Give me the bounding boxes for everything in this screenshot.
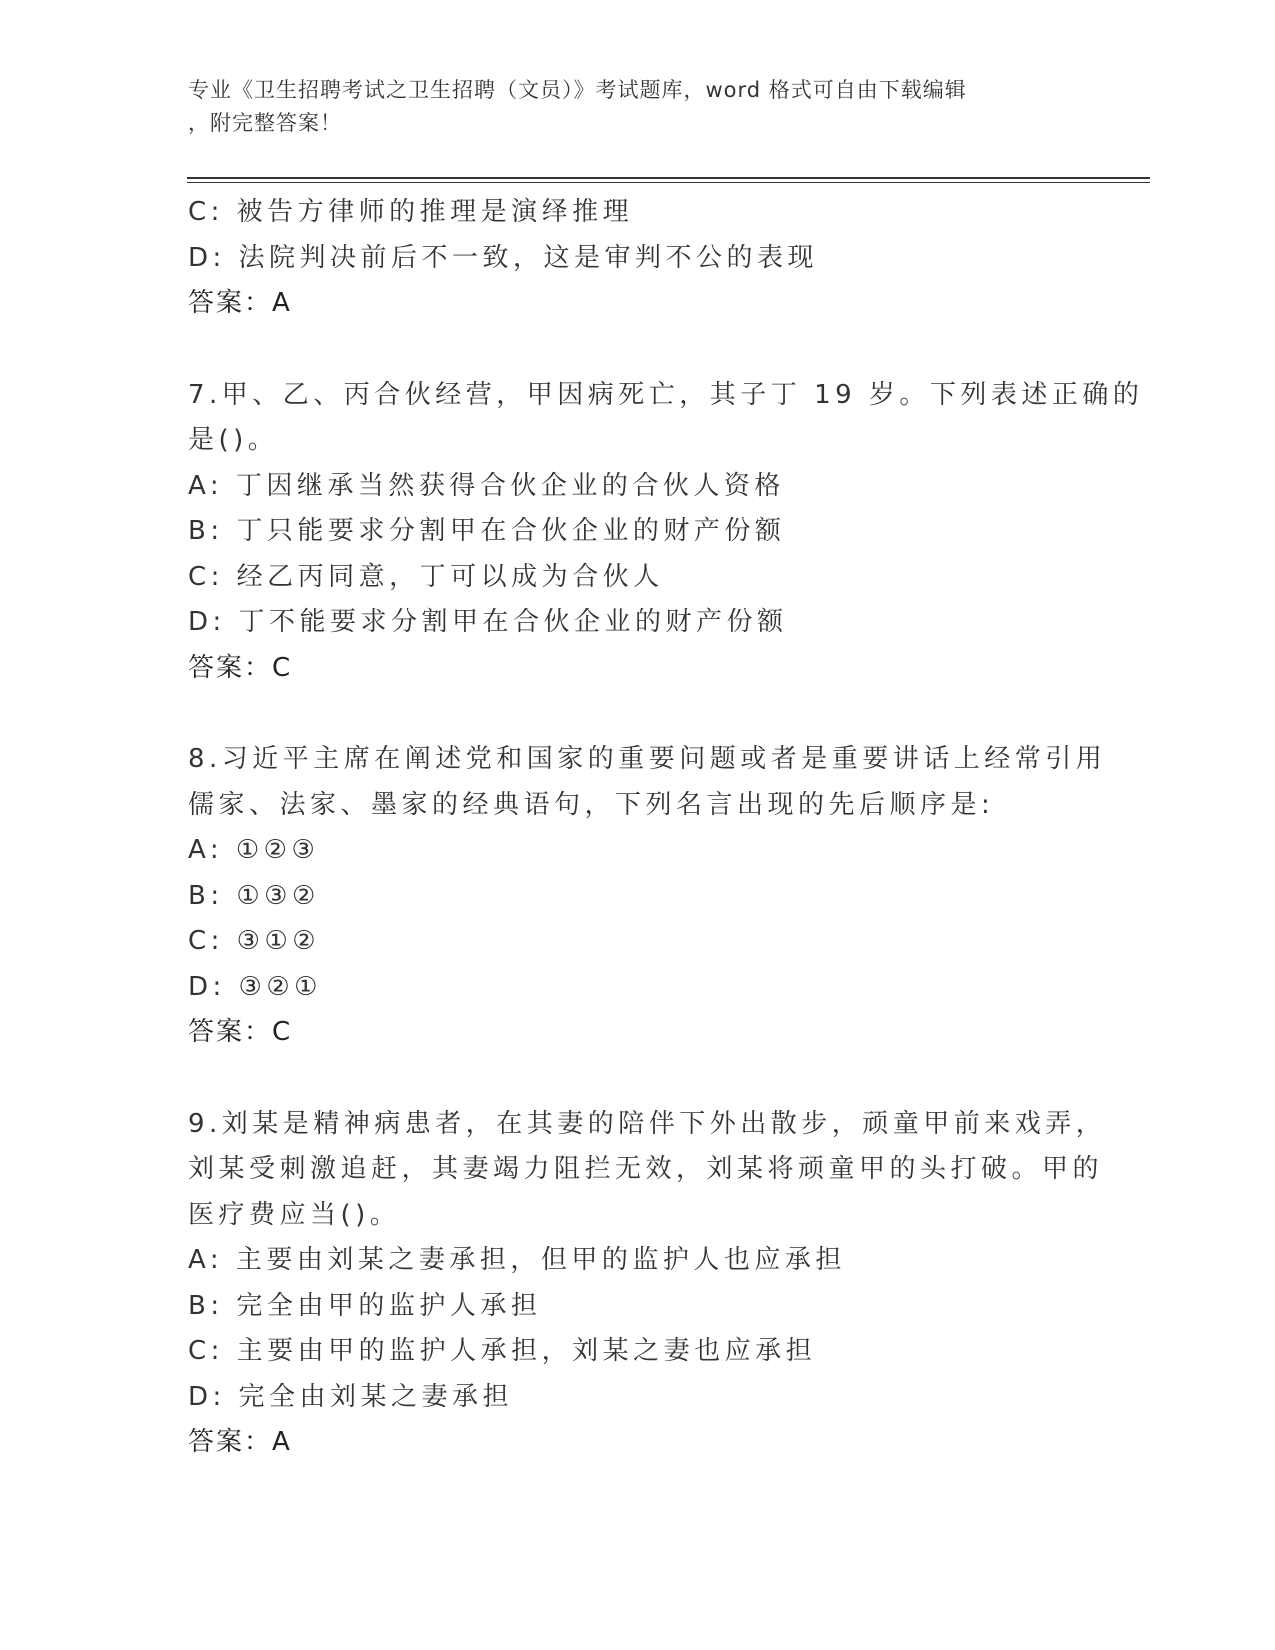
question-block-7	[188, 373, 1144, 692]
option-c: C: 被告方律师的推理是演绎推理	[188, 197, 634, 227]
answer-line: 答案：C	[188, 652, 293, 683]
answer-line: 答案：C	[188, 1017, 293, 1047]
question-block-6-partial	[188, 190, 1088, 327]
option-d: D: ③②①	[188, 971, 322, 1002]
question-stem-line: 医疗费应当()。	[188, 1199, 401, 1230]
spacer	[188, 1056, 1088, 1102]
option-c: C: 主要由甲的监护人承担，刘某之妻也应承担	[188, 1336, 817, 1366]
header-divider-thin	[187, 182, 1150, 183]
spacer	[188, 327, 1088, 373]
option-b: B: ①③②	[188, 880, 320, 911]
question-stem-line: 9.刘某是精神病患者，在其妻的陪伴下外出散步，顽童甲前来戏弄，	[188, 1108, 1107, 1139]
question-stem-line: 7.甲、乙、丙合伙经营，甲因病死亡，其子丁 19 岁。下列表述正确的	[188, 379, 1144, 410]
option-d: D: 法院判决前后不一致，这是审判不公的表现	[188, 242, 819, 273]
question-list	[188, 190, 1144, 1466]
option-a: A: 主要由刘某之妻承担，但甲的监护人也应承担	[188, 1245, 846, 1275]
option-c: C: 经乙丙同意，丁可以成为合伙人	[188, 561, 664, 592]
option-b: B: 完全由甲的监护人承担	[188, 1290, 542, 1321]
header-divider-thick	[187, 177, 1150, 179]
option-b: B: 丁只能要求分割甲在合伙企业的财产份额	[188, 516, 786, 546]
question-stem-line: 儒家、法家、墨家的经典语句，下列名言出现的先后顺序是:	[188, 789, 995, 820]
spacer	[188, 691, 1088, 737]
question-stem-line: 是()。	[188, 425, 279, 455]
question-stem-line: 刘某受刺激追赶，其妻竭力阻拦无效，刘某将顽童甲的头打破。甲的	[188, 1154, 1104, 1184]
answer-line: 答案：A	[188, 1427, 292, 1457]
header-title-line-2: ，附完整答案！	[188, 111, 342, 135]
question-block-8	[188, 737, 1107, 1056]
option-c: C: ③①②	[188, 926, 321, 956]
header-title-line-1: 专业《卫生招聘考试之卫生招聘（文员）》考试题库，word 格式可自由下载编辑	[188, 78, 967, 102]
document-header	[188, 74, 1088, 140]
question-stem-line: 8.习近平主席在阐述党和国家的重要问题或者是重要讲话上经常引用	[188, 744, 1107, 774]
option-a: A: 丁因继承当然获得合伙企业的合伙人资格	[188, 470, 785, 501]
option-d: D: 完全由刘某之妻承担	[188, 1381, 514, 1412]
option-a: A: ①②③	[188, 835, 320, 865]
option-d: D: 丁不能要求分割甲在合伙企业的财产份额	[188, 607, 788, 637]
answer-line: 答案：A	[188, 288, 292, 318]
question-block-9	[188, 1102, 1107, 1466]
